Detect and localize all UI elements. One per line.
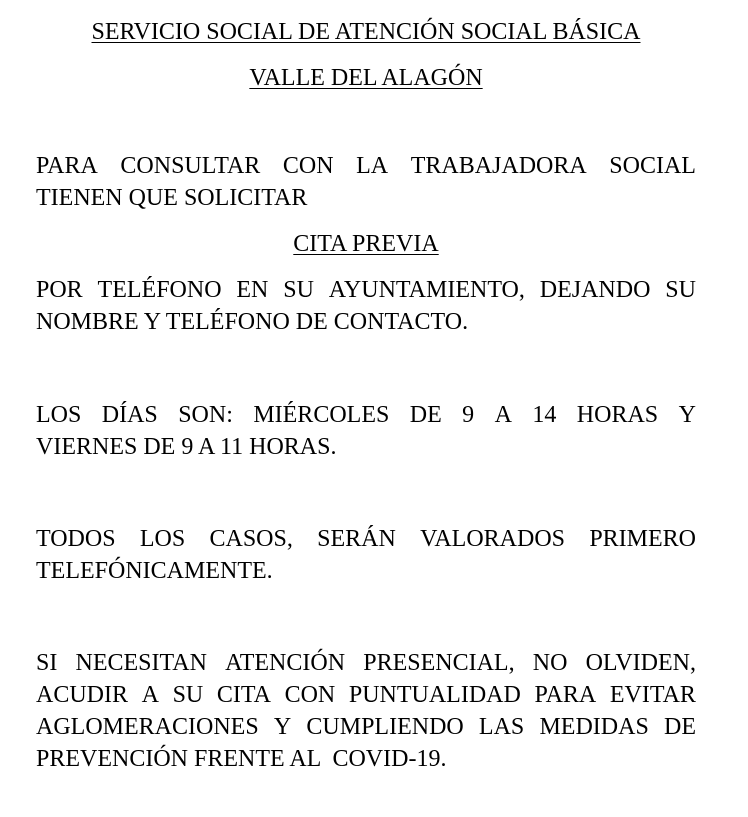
phone-line-1 [36, 274, 696, 306]
word: LOS [36, 402, 82, 428]
intro-line-1 [36, 150, 696, 182]
cases-line-1 [36, 523, 696, 555]
word: HORAS [576, 402, 659, 428]
header-subtitle: VALLE DEL ALAGÓN [249, 65, 483, 91]
intro-line-2: TIENEN QUE SOLICITAR [36, 185, 308, 211]
word: NO [532, 650, 568, 676]
word: EVITAR [609, 682, 696, 708]
word: MIÉRCOLES [253, 402, 390, 428]
word: SI [36, 650, 58, 676]
word: EN [236, 277, 269, 303]
word: SU [665, 277, 696, 303]
word: Y [273, 714, 292, 740]
word: 9 [462, 402, 475, 428]
presencial-line-2 [36, 679, 696, 711]
word: A [141, 682, 159, 708]
document-page [36, 14, 696, 775]
word: AGLOMERACIONES [36, 714, 259, 740]
word: CASOS, [209, 526, 293, 552]
word: ACUDIR [36, 682, 129, 708]
word: POR [36, 277, 83, 303]
word: SOCIAL [609, 153, 696, 179]
word: MEDIDAS [539, 714, 649, 740]
word: CUMPLIENDO [306, 714, 464, 740]
phone-line-2: NOMBRE Y TELÉFONO DE CONTACTO. [36, 309, 469, 335]
presencial-line-4: PREVENCIÓN FRENTE AL COVID-19. [36, 746, 447, 772]
word: SERÁN [317, 526, 396, 552]
header-title: SERVICIO SOCIAL DE ATENCIÓN SOCIAL BÁSICA [91, 19, 641, 45]
word: PUNTUALIDAD [348, 682, 521, 708]
cases-paragraph [36, 523, 696, 587]
days-line-2: VIERNES DE 9 A 11 HORAS. [36, 434, 337, 460]
word: 14 [532, 402, 557, 428]
word: NECESITAN [75, 650, 207, 676]
word: PARA [36, 153, 98, 179]
word: VALORADOS [420, 526, 566, 552]
word: CONSULTAR [120, 153, 261, 179]
word: DÍAS [101, 402, 158, 428]
word: ATENCIÓN [225, 650, 346, 676]
intro-paragraph [36, 150, 696, 214]
word: AYUNTAMIENTO, [328, 277, 525, 303]
word: CON [284, 682, 336, 708]
word: CITA [216, 682, 271, 708]
word: PRIMERO [589, 526, 696, 552]
word: TRABAJADORA [410, 153, 587, 179]
word: LOS [139, 526, 186, 552]
presencial-line-3 [36, 711, 696, 743]
word: Y [678, 402, 696, 428]
presencial-paragraph [36, 647, 696, 775]
cita-previa-heading: CITA PREVIA [293, 231, 439, 257]
word: SU [283, 277, 314, 303]
word: PARA [534, 682, 597, 708]
word: DEJANDO [539, 277, 651, 303]
phone-paragraph [36, 274, 696, 338]
days-line-1 [36, 399, 696, 431]
word: CON [282, 153, 334, 179]
word: TODOS [36, 526, 116, 552]
word: PRESENCIAL, [363, 650, 515, 676]
days-paragraph [36, 399, 696, 463]
word: OLVIDEN, [585, 650, 696, 676]
word: LAS [478, 714, 525, 740]
cases-line-2: TELEFÓNICAMENTE. [36, 558, 273, 584]
word: DE [663, 714, 696, 740]
word: TELÉFONO [97, 277, 222, 303]
word: LA [356, 153, 389, 179]
word: SON: [178, 402, 233, 428]
word: A [494, 402, 512, 428]
word: DE [409, 402, 442, 428]
presencial-line-1 [36, 647, 696, 679]
word: SU [172, 682, 204, 708]
